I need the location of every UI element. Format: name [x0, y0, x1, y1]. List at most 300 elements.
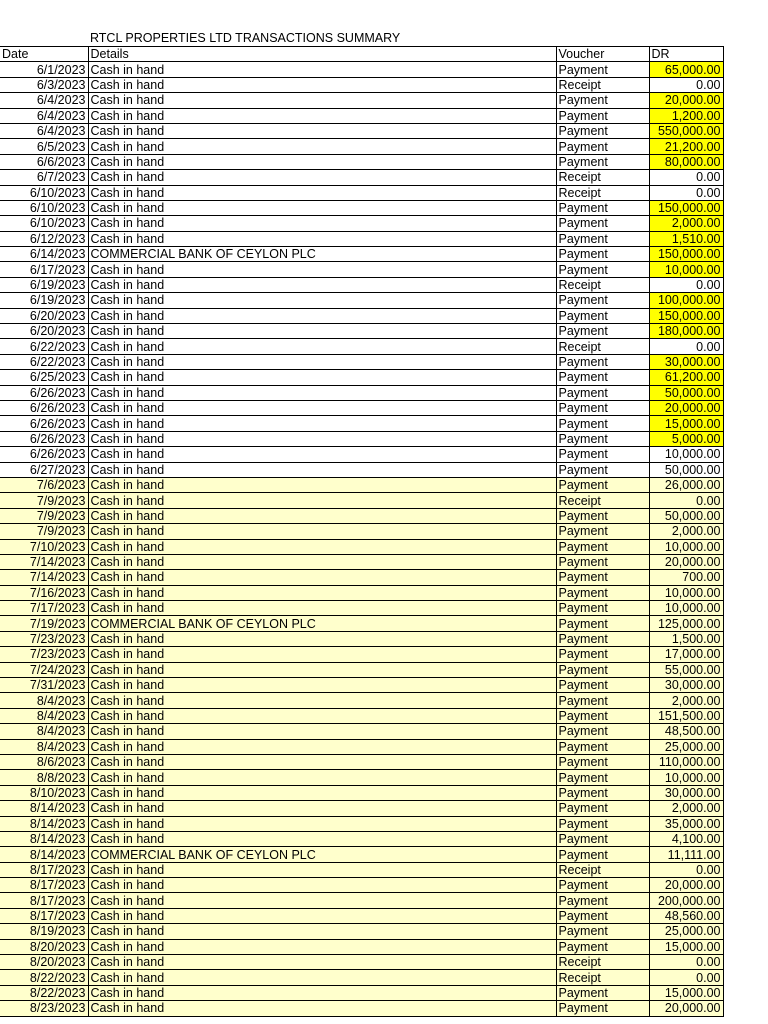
voucher-cell[interactable]: Payment: [556, 601, 649, 616]
date-cell[interactable]: 6/6/2023: [0, 154, 88, 169]
dr-cell[interactable]: 0.00: [649, 955, 723, 970]
date-cell[interactable]: 8/22/2023: [0, 970, 88, 985]
date-cell[interactable]: 7/14/2023: [0, 570, 88, 585]
details-cell[interactable]: Cash in hand: [88, 878, 556, 893]
dr-cell[interactable]: 1,500.00: [649, 631, 723, 646]
table-row: [0, 924, 723, 939]
voucher-cell[interactable]: Payment: [556, 847, 649, 862]
details-cell[interactable]: Cash in hand: [88, 724, 556, 739]
table-row: [0, 231, 723, 246]
date-cell[interactable]: 8/14/2023: [0, 816, 88, 831]
dr-cell[interactable]: 550,000.00: [649, 123, 723, 138]
date-cell[interactable]: 7/14/2023: [0, 554, 88, 569]
dr-cell[interactable]: 65,000.00: [649, 62, 723, 77]
voucher-cell[interactable]: Payment: [556, 754, 649, 769]
voucher-cell[interactable]: Receipt: [556, 170, 649, 185]
dr-cell[interactable]: 17,000.00: [649, 647, 723, 662]
date-cell[interactable]: 7/19/2023: [0, 616, 88, 631]
table-row: [0, 893, 723, 908]
date-cell[interactable]: 6/19/2023: [0, 277, 88, 292]
date-cell[interactable]: 8/17/2023: [0, 908, 88, 923]
date-cell[interactable]: 8/17/2023: [0, 878, 88, 893]
voucher-cell[interactable]: Payment: [556, 462, 649, 477]
dr-cell[interactable]: 700.00: [649, 570, 723, 585]
dr-cell[interactable]: 1,510.00: [649, 231, 723, 246]
date-cell[interactable]: 6/12/2023: [0, 231, 88, 246]
table-row: [0, 77, 723, 92]
voucher-cell[interactable]: Payment: [556, 508, 649, 523]
table-row: [0, 462, 723, 477]
date-cell[interactable]: 7/23/2023: [0, 631, 88, 646]
dr-cell[interactable]: 35,000.00: [649, 816, 723, 831]
date-cell[interactable]: 6/27/2023: [0, 462, 88, 477]
date-cell[interactable]: 6/26/2023: [0, 385, 88, 400]
table-row: [0, 831, 723, 846]
details-cell[interactable]: Cash in hand: [88, 508, 556, 523]
dr-cell[interactable]: 10,000.00: [649, 585, 723, 600]
table-row: [0, 693, 723, 708]
table-row: [0, 416, 723, 431]
table-row: [0, 708, 723, 723]
details-cell[interactable]: Cash in hand: [88, 400, 556, 415]
table-row: [0, 508, 723, 523]
dr-cell[interactable]: 48,500.00: [649, 724, 723, 739]
voucher-cell[interactable]: Payment: [556, 154, 649, 169]
details-cell[interactable]: Cash in hand: [88, 647, 556, 662]
date-cell[interactable]: 6/20/2023: [0, 308, 88, 323]
voucher-cell[interactable]: Payment: [556, 785, 649, 800]
date-cell[interactable]: 8/8/2023: [0, 770, 88, 785]
dr-cell[interactable]: 2,000.00: [649, 801, 723, 816]
dr-cell[interactable]: 151,500.00: [649, 708, 723, 723]
voucher-cell[interactable]: Payment: [556, 801, 649, 816]
table-row: [0, 878, 723, 893]
voucher-cell[interactable]: Payment: [556, 739, 649, 754]
details-cell[interactable]: Cash in hand: [88, 462, 556, 477]
voucher-cell[interactable]: Payment: [556, 770, 649, 785]
date-cell[interactable]: 8/20/2023: [0, 939, 88, 954]
voucher-cell[interactable]: Payment: [556, 293, 649, 308]
voucher-cell[interactable]: Payment: [556, 108, 649, 123]
date-cell[interactable]: 7/9/2023: [0, 524, 88, 539]
voucher-cell[interactable]: Payment: [556, 324, 649, 339]
details-cell[interactable]: Cash in hand: [88, 570, 556, 585]
dr-cell[interactable]: 10,000.00: [649, 447, 723, 462]
voucher-cell[interactable]: Payment: [556, 816, 649, 831]
details-cell[interactable]: Cash in hand: [88, 62, 556, 77]
dr-cell[interactable]: 25,000.00: [649, 739, 723, 754]
details-cell[interactable]: Cash in hand: [88, 339, 556, 354]
details-cell[interactable]: Cash in hand: [88, 139, 556, 154]
dr-cell[interactable]: 0.00: [649, 277, 723, 292]
details-cell[interactable]: Cash in hand: [88, 862, 556, 877]
voucher-cell[interactable]: Payment: [556, 231, 649, 246]
dr-cell[interactable]: 150,000.00: [649, 308, 723, 323]
table-row: [0, 1001, 723, 1016]
table-row: [0, 754, 723, 769]
dr-cell[interactable]: 26,000.00: [649, 477, 723, 492]
dr-cell[interactable]: 5,000.00: [649, 431, 723, 446]
details-cell[interactable]: Cash in hand: [88, 477, 556, 492]
voucher-cell[interactable]: Receipt: [556, 277, 649, 292]
details-cell[interactable]: Cash in hand: [88, 631, 556, 646]
details-cell[interactable]: Cash in hand: [88, 1001, 556, 1016]
details-cell[interactable]: Cash in hand: [88, 231, 556, 246]
dr-cell[interactable]: 20,000.00: [649, 93, 723, 108]
details-cell[interactable]: Cash in hand: [88, 893, 556, 908]
date-cell[interactable]: 8/4/2023: [0, 708, 88, 723]
table-row: [0, 185, 723, 200]
table-row: [0, 62, 723, 77]
voucher-cell[interactable]: Payment: [556, 585, 649, 600]
dr-cell[interactable]: 2,000.00: [649, 693, 723, 708]
details-cell[interactable]: Cash in hand: [88, 801, 556, 816]
voucher-cell[interactable]: Payment: [556, 247, 649, 262]
table-row: [0, 539, 723, 554]
voucher-cell[interactable]: Receipt: [556, 493, 649, 508]
details-cell[interactable]: Cash in hand: [88, 678, 556, 693]
voucher-cell[interactable]: Payment: [556, 693, 649, 708]
voucher-cell[interactable]: Payment: [556, 924, 649, 939]
dr-cell[interactable]: 2,000.00: [649, 216, 723, 231]
details-cell[interactable]: Cash in hand: [88, 216, 556, 231]
voucher-cell[interactable]: Payment: [556, 477, 649, 492]
date-cell[interactable]: 8/6/2023: [0, 754, 88, 769]
dr-cell[interactable]: 0.00: [649, 970, 723, 985]
dr-cell[interactable]: 2,000.00: [649, 524, 723, 539]
voucher-cell[interactable]: Payment: [556, 908, 649, 923]
dr-cell[interactable]: 48,560.00: [649, 908, 723, 923]
table-row: [0, 939, 723, 954]
voucher-cell[interactable]: Payment: [556, 724, 649, 739]
details-cell[interactable]: Cash in hand: [88, 662, 556, 677]
voucher-cell[interactable]: Payment: [556, 354, 649, 369]
details-cell[interactable]: Cash in hand: [88, 416, 556, 431]
date-cell[interactable]: 6/26/2023: [0, 431, 88, 446]
voucher-cell[interactable]: Payment: [556, 831, 649, 846]
dr-cell[interactable]: 20,000.00: [649, 878, 723, 893]
transactions-table: [0, 46, 724, 1017]
details-cell[interactable]: COMMERCIAL BANK OF CEYLON PLC: [88, 616, 556, 631]
voucher-cell[interactable]: Receipt: [556, 862, 649, 877]
dr-cell[interactable]: 20,000.00: [649, 1001, 723, 1016]
details-cell[interactable]: Cash in hand: [88, 816, 556, 831]
details-cell[interactable]: Cash in hand: [88, 354, 556, 369]
dr-cell[interactable]: 20,000.00: [649, 554, 723, 569]
date-cell[interactable]: 7/17/2023: [0, 601, 88, 616]
dr-cell[interactable]: 50,000.00: [649, 385, 723, 400]
table-row: [0, 493, 723, 508]
voucher-cell[interactable]: Payment: [556, 370, 649, 385]
table-row: [0, 955, 723, 970]
date-cell[interactable]: 6/22/2023: [0, 354, 88, 369]
date-cell[interactable]: 7/23/2023: [0, 647, 88, 662]
date-cell[interactable]: 8/4/2023: [0, 724, 88, 739]
table-row: [0, 431, 723, 446]
dr-cell[interactable]: 0.00: [649, 77, 723, 92]
date-cell[interactable]: 8/17/2023: [0, 893, 88, 908]
table-row: [0, 647, 723, 662]
date-cell[interactable]: 8/4/2023: [0, 739, 88, 754]
table-row: [0, 262, 723, 277]
dr-cell[interactable]: 110,000.00: [649, 754, 723, 769]
voucher-cell[interactable]: Payment: [556, 678, 649, 693]
date-cell[interactable]: 7/16/2023: [0, 585, 88, 600]
date-cell[interactable]: 6/25/2023: [0, 370, 88, 385]
date-cell[interactable]: 6/14/2023: [0, 247, 88, 262]
dr-cell[interactable]: 0.00: [649, 170, 723, 185]
details-cell[interactable]: COMMERCIAL BANK OF CEYLON PLC: [88, 247, 556, 262]
table-row: [0, 601, 723, 616]
voucher-cell[interactable]: Payment: [556, 62, 649, 77]
voucher-cell[interactable]: Receipt: [556, 339, 649, 354]
voucher-cell[interactable]: Payment: [556, 554, 649, 569]
voucher-cell[interactable]: Payment: [556, 93, 649, 108]
date-cell[interactable]: 8/10/2023: [0, 785, 88, 800]
date-cell[interactable]: 6/22/2023: [0, 339, 88, 354]
details-cell[interactable]: Cash in hand: [88, 185, 556, 200]
dr-cell[interactable]: 55,000.00: [649, 662, 723, 677]
dr-cell[interactable]: 50,000.00: [649, 508, 723, 523]
table-row: [0, 447, 723, 462]
details-cell[interactable]: Cash in hand: [88, 955, 556, 970]
details-cell[interactable]: Cash in hand: [88, 108, 556, 123]
details-cell[interactable]: Cash in hand: [88, 908, 556, 923]
details-cell[interactable]: Cash in hand: [88, 708, 556, 723]
table-row: [0, 123, 723, 138]
dr-cell[interactable]: 10,000.00: [649, 601, 723, 616]
date-cell[interactable]: 8/23/2023: [0, 1001, 88, 1016]
table-row: [0, 247, 723, 262]
details-column-header[interactable]: Details: [88, 47, 556, 62]
voucher-cell[interactable]: Payment: [556, 524, 649, 539]
details-cell[interactable]: Cash in hand: [88, 539, 556, 554]
details-cell[interactable]: Cash in hand: [88, 924, 556, 939]
date-cell[interactable]: 7/6/2023: [0, 477, 88, 492]
dr-cell[interactable]: 25,000.00: [649, 924, 723, 939]
table-row: [0, 847, 723, 862]
voucher-cell[interactable]: Payment: [556, 893, 649, 908]
voucher-cell[interactable]: Receipt: [556, 77, 649, 92]
details-cell[interactable]: Cash in hand: [88, 770, 556, 785]
dr-cell[interactable]: 0.00: [649, 862, 723, 877]
details-cell[interactable]: Cash in hand: [88, 262, 556, 277]
voucher-cell[interactable]: Payment: [556, 647, 649, 662]
dr-cell[interactable]: 21,200.00: [649, 139, 723, 154]
table-row: [0, 816, 723, 831]
voucher-cell[interactable]: Payment: [556, 139, 649, 154]
table-row: [0, 339, 723, 354]
date-cell[interactable]: 6/5/2023: [0, 139, 88, 154]
voucher-cell[interactable]: Payment: [556, 447, 649, 462]
voucher-cell[interactable]: Payment: [556, 400, 649, 415]
dr-cell[interactable]: 150,000.00: [649, 247, 723, 262]
dr-cell[interactable]: 10,000.00: [649, 770, 723, 785]
date-cell[interactable]: 8/14/2023: [0, 801, 88, 816]
voucher-cell[interactable]: Payment: [556, 431, 649, 446]
date-cell[interactable]: 6/20/2023: [0, 324, 88, 339]
dr-cell[interactable]: 50,000.00: [649, 462, 723, 477]
details-cell[interactable]: Cash in hand: [88, 970, 556, 985]
table-row: [0, 985, 723, 1000]
dr-cell[interactable]: 30,000.00: [649, 785, 723, 800]
details-cell[interactable]: Cash in hand: [88, 93, 556, 108]
date-cell[interactable]: 8/17/2023: [0, 862, 88, 877]
voucher-cell[interactable]: Payment: [556, 385, 649, 400]
table-row: [0, 93, 723, 108]
details-cell[interactable]: Cash in hand: [88, 985, 556, 1000]
transactions-body: [0, 62, 723, 1016]
voucher-cell[interactable]: Payment: [556, 200, 649, 215]
table-row: [0, 724, 723, 739]
date-cell[interactable]: 7/9/2023: [0, 508, 88, 523]
date-cell[interactable]: 6/19/2023: [0, 293, 88, 308]
dr-cell[interactable]: 0.00: [649, 185, 723, 200]
details-cell[interactable]: Cash in hand: [88, 431, 556, 446]
details-cell[interactable]: Cash in hand: [88, 123, 556, 138]
dr-cell[interactable]: 200,000.00: [649, 893, 723, 908]
date-cell[interactable]: 6/7/2023: [0, 170, 88, 185]
table-row: [0, 678, 723, 693]
details-cell[interactable]: Cash in hand: [88, 493, 556, 508]
table-row: [0, 908, 723, 923]
voucher-cell[interactable]: Payment: [556, 539, 649, 554]
voucher-cell[interactable]: Payment: [556, 616, 649, 631]
voucher-cell[interactable]: Receipt: [556, 955, 649, 970]
details-cell[interactable]: Cash in hand: [88, 370, 556, 385]
table-row: [0, 400, 723, 415]
dr-cell[interactable]: 11,111.00: [649, 847, 723, 862]
date-cell[interactable]: 6/26/2023: [0, 400, 88, 415]
dr-cell[interactable]: 125,000.00: [649, 616, 723, 631]
details-cell[interactable]: Cash in hand: [88, 200, 556, 215]
dr-cell[interactable]: 80,000.00: [649, 154, 723, 169]
dr-cell[interactable]: 100,000.00: [649, 293, 723, 308]
details-cell[interactable]: Cash in hand: [88, 785, 556, 800]
date-cell[interactable]: 8/22/2023: [0, 985, 88, 1000]
details-cell[interactable]: Cash in hand: [88, 154, 556, 169]
dr-cell[interactable]: 1,200.00: [649, 108, 723, 123]
table-row: [0, 801, 723, 816]
table-row: [0, 216, 723, 231]
voucher-cell[interactable]: Payment: [556, 1001, 649, 1016]
voucher-cell[interactable]: Payment: [556, 308, 649, 323]
details-cell[interactable]: Cash in hand: [88, 554, 556, 569]
date-cell[interactable]: 8/14/2023: [0, 847, 88, 862]
date-cell[interactable]: 6/10/2023: [0, 200, 88, 215]
dr-cell[interactable]: 0.00: [649, 493, 723, 508]
voucher-cell[interactable]: Payment: [556, 631, 649, 646]
date-cell[interactable]: 7/9/2023: [0, 493, 88, 508]
dr-column-header[interactable]: DR: [649, 47, 723, 62]
dr-cell[interactable]: 10,000.00: [649, 262, 723, 277]
dr-cell[interactable]: 4,100.00: [649, 831, 723, 846]
details-cell[interactable]: Cash in hand: [88, 308, 556, 323]
details-cell[interactable]: COMMERCIAL BANK OF CEYLON PLC: [88, 847, 556, 862]
table-row: [0, 616, 723, 631]
date-cell[interactable]: 7/24/2023: [0, 662, 88, 677]
date-cell[interactable]: 8/14/2023: [0, 831, 88, 846]
table-row: [0, 477, 723, 492]
details-cell[interactable]: Cash in hand: [88, 831, 556, 846]
date-column-header[interactable]: Date: [0, 47, 88, 62]
dr-cell[interactable]: 10,000.00: [649, 539, 723, 554]
voucher-cell[interactable]: Payment: [556, 985, 649, 1000]
date-cell[interactable]: 6/10/2023: [0, 185, 88, 200]
table-row: [0, 585, 723, 600]
date-cell[interactable]: 6/10/2023: [0, 216, 88, 231]
date-cell[interactable]: 8/19/2023: [0, 924, 88, 939]
dr-cell[interactable]: 15,000.00: [649, 416, 723, 431]
voucher-cell[interactable]: Receipt: [556, 185, 649, 200]
voucher-cell[interactable]: Payment: [556, 708, 649, 723]
details-cell[interactable]: Cash in hand: [88, 754, 556, 769]
date-cell[interactable]: 6/26/2023: [0, 447, 88, 462]
date-cell[interactable]: 6/4/2023: [0, 108, 88, 123]
date-cell[interactable]: 6/1/2023: [0, 62, 88, 77]
voucher-cell[interactable]: Payment: [556, 216, 649, 231]
voucher-column-header[interactable]: Voucher: [556, 47, 649, 62]
date-cell[interactable]: 8/4/2023: [0, 693, 88, 708]
date-cell[interactable]: 7/31/2023: [0, 678, 88, 693]
table-row: [0, 785, 723, 800]
details-cell[interactable]: Cash in hand: [88, 524, 556, 539]
dr-cell[interactable]: 61,200.00: [649, 370, 723, 385]
date-cell[interactable]: 6/4/2023: [0, 123, 88, 138]
voucher-cell[interactable]: Payment: [556, 262, 649, 277]
table-row: [0, 308, 723, 323]
details-cell[interactable]: Cash in hand: [88, 601, 556, 616]
details-cell[interactable]: Cash in hand: [88, 385, 556, 400]
details-cell[interactable]: Cash in hand: [88, 693, 556, 708]
date-cell[interactable]: 8/20/2023: [0, 955, 88, 970]
voucher-cell[interactable]: Payment: [556, 123, 649, 138]
dr-cell[interactable]: 15,000.00: [649, 985, 723, 1000]
dr-cell[interactable]: 30,000.00: [649, 354, 723, 369]
date-cell[interactable]: 6/17/2023: [0, 262, 88, 277]
details-cell[interactable]: Cash in hand: [88, 277, 556, 292]
table-row: [0, 293, 723, 308]
date-cell[interactable]: 6/26/2023: [0, 416, 88, 431]
details-cell[interactable]: Cash in hand: [88, 77, 556, 92]
dr-cell[interactable]: 15,000.00: [649, 939, 723, 954]
details-cell[interactable]: Cash in hand: [88, 447, 556, 462]
voucher-cell[interactable]: Payment: [556, 662, 649, 677]
dr-cell[interactable]: 0.00: [649, 339, 723, 354]
table-row: [0, 554, 723, 569]
details-cell[interactable]: Cash in hand: [88, 585, 556, 600]
voucher-cell[interactable]: Payment: [556, 416, 649, 431]
dr-cell[interactable]: 150,000.00: [649, 200, 723, 215]
date-cell[interactable]: 6/4/2023: [0, 93, 88, 108]
voucher-cell[interactable]: Payment: [556, 878, 649, 893]
details-cell[interactable]: Cash in hand: [88, 324, 556, 339]
details-cell[interactable]: Cash in hand: [88, 939, 556, 954]
dr-cell[interactable]: 180,000.00: [649, 324, 723, 339]
date-cell[interactable]: 7/10/2023: [0, 539, 88, 554]
details-cell[interactable]: Cash in hand: [88, 739, 556, 754]
details-cell[interactable]: Cash in hand: [88, 170, 556, 185]
details-cell[interactable]: Cash in hand: [88, 293, 556, 308]
table-row: [0, 524, 723, 539]
dr-cell[interactable]: 20,000.00: [649, 400, 723, 415]
voucher-cell[interactable]: Payment: [556, 570, 649, 585]
voucher-cell[interactable]: Payment: [556, 939, 649, 954]
sheet-title: RTCL PROPERTIES LTD TRANSACTIONS SUMMARY: [90, 31, 401, 45]
date-cell[interactable]: 6/3/2023: [0, 77, 88, 92]
dr-cell[interactable]: 30,000.00: [649, 678, 723, 693]
voucher-cell[interactable]: Receipt: [556, 970, 649, 985]
